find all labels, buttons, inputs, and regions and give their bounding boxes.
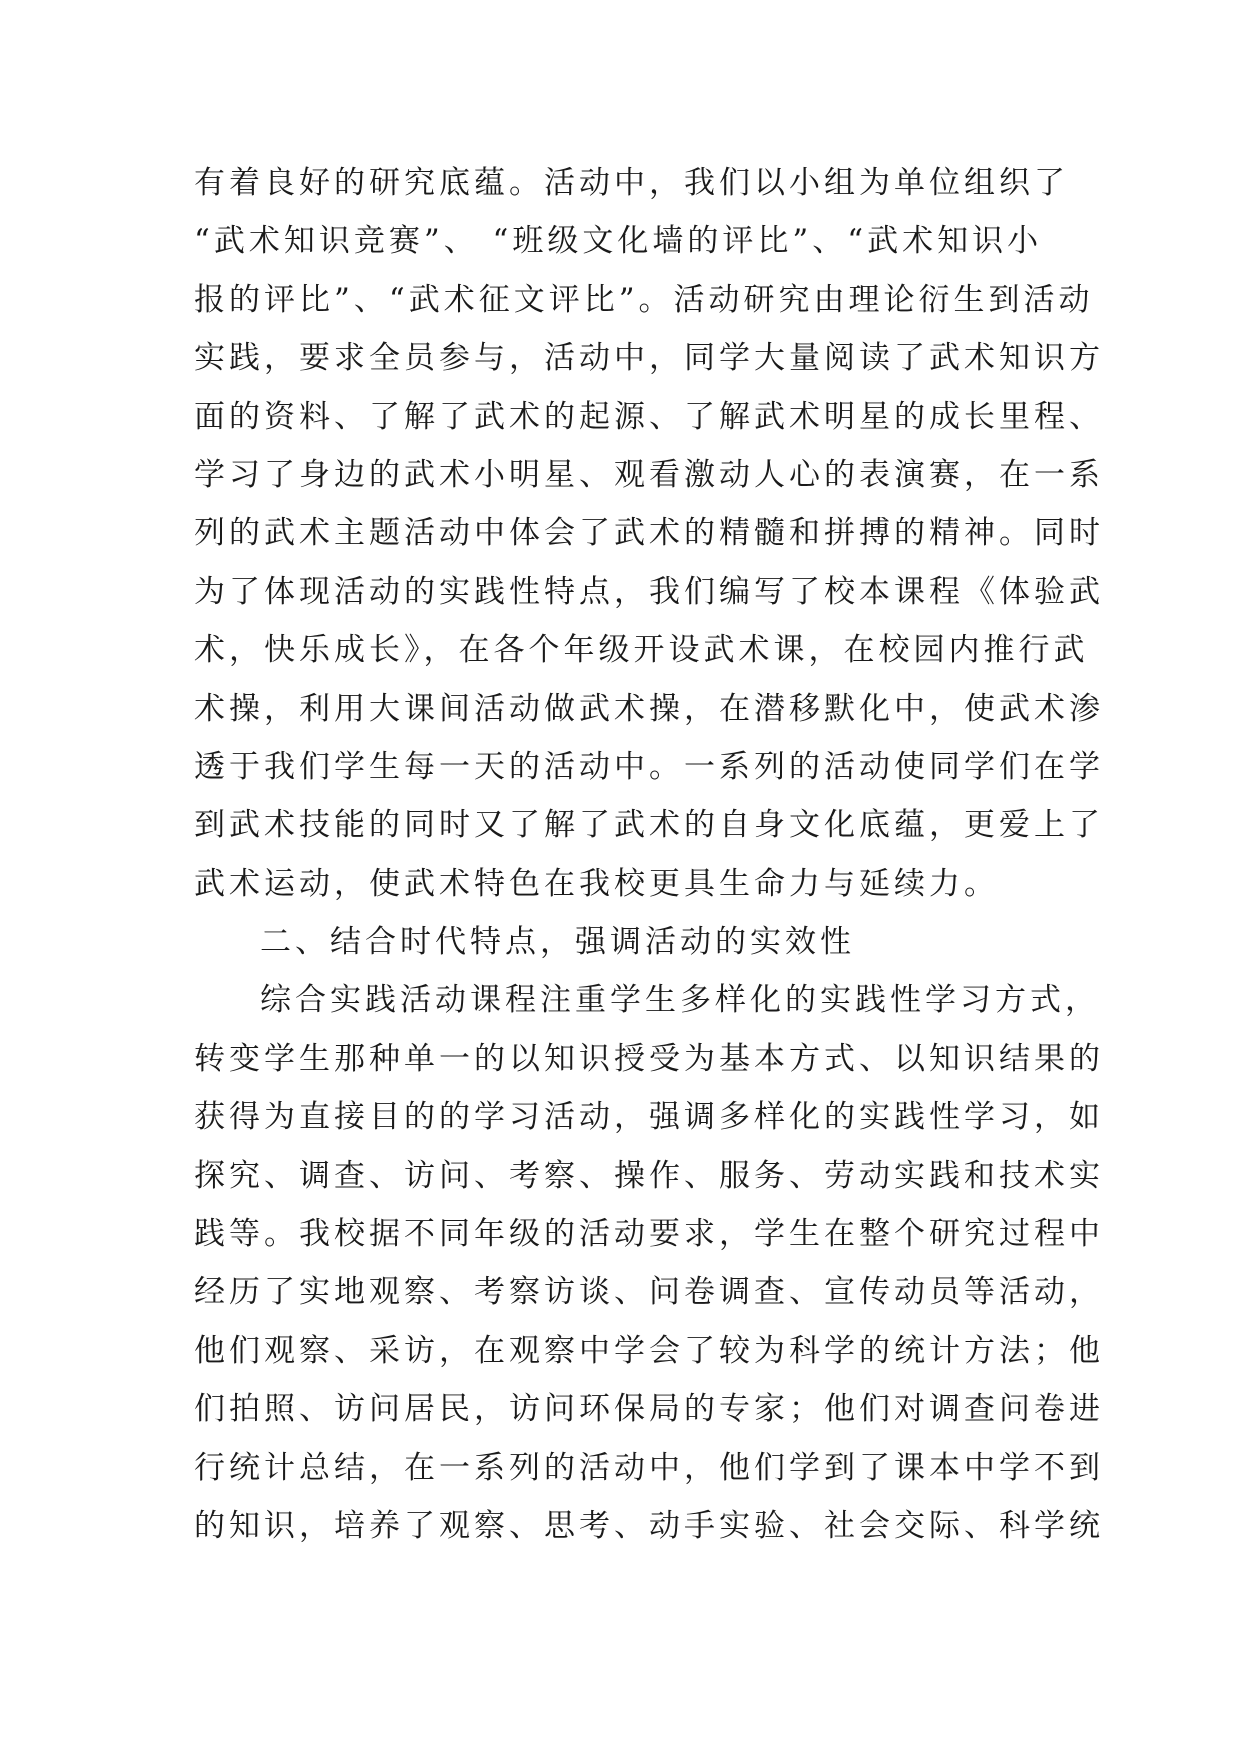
text-line: 术，快乐成长》，在各个年级开设武术课，在校园内推行武 [194, 632, 1089, 669]
text-line: 获得为直接目的的学习活动，强调多样化的实践性学习，如 [194, 1099, 1104, 1136]
section-heading: 二、结合时代特点，强调活动的实效性 [260, 924, 855, 961]
text-line: 术操，利用大课间活动做武术操，在潜移默化中，使武术渗 [194, 690, 1104, 727]
text-line: 践等。我校据不同年级的活动要求，学生在整个研究过程中 [194, 1216, 1104, 1253]
text-line: 为了体现活动的实践性特点，我们编写了校本课程《体验武 [194, 573, 1104, 610]
text-line: 列的武术主题活动中体会了武术的精髓和拼搏的精神。同时 [194, 515, 1104, 552]
text-line: 到武术技能的同时又了解了武术的自身文化底蕴，更爱上了 [194, 807, 1104, 844]
text-line: 转变学生那种单一的以知识授受为基本方式、以知识结果的 [194, 1040, 1104, 1077]
body-text [194, 154, 1104, 1555]
text-line: “武术知识竞赛”、 “班级文化墙的评比”、“武术知识小 [194, 223, 1043, 260]
text-line: 有着良好的研究底蕴。活动中，我们以小组为单位组织了 [194, 165, 1069, 201]
text-line: 学习了身边的武术小明星、观看激动人心的表演赛，在一系 [194, 456, 1104, 493]
text-line: 报的评比”、“武术征文评比”。活动研究由理论衍生到活动 [194, 281, 1094, 318]
text-line: 面的资料、了解了武术的起源、了解武术明星的成长里程、 [194, 398, 1104, 435]
text-line: 透于我们学生每一天的活动中。一系列的活动使同学们在学 [194, 748, 1104, 785]
text-line: 行统计总结，在一系列的活动中，他们学到了课本中学不到 [194, 1449, 1104, 1486]
text-line: 探究、调查、访问、考察、操作、服务、劳动实践和技术实 [194, 1157, 1104, 1194]
text-line: 的知识，培养了观察、思考、动手实验、社会交际、科学统 [194, 1507, 1104, 1544]
text-line: 他们观察、采访，在观察中学会了较为科学的统计方法；他 [194, 1332, 1104, 1369]
text-line: 武术运动，使武术特色在我校更具生命力与延续力。 [194, 865, 999, 902]
text-line: 们拍照、访问居民，访问环保局的专家；他们对调查问卷进 [194, 1391, 1104, 1428]
text-line: 综合实践活动课程注重学生多样化的实践性学习方式， [260, 982, 1100, 1019]
text-line: 实践，要求全员参与，活动中，同学大量阅读了武术知识方 [194, 340, 1104, 377]
text-line: 经历了实地观察、考察访谈、问卷调查、宣传动员等活动， [194, 1274, 1104, 1311]
